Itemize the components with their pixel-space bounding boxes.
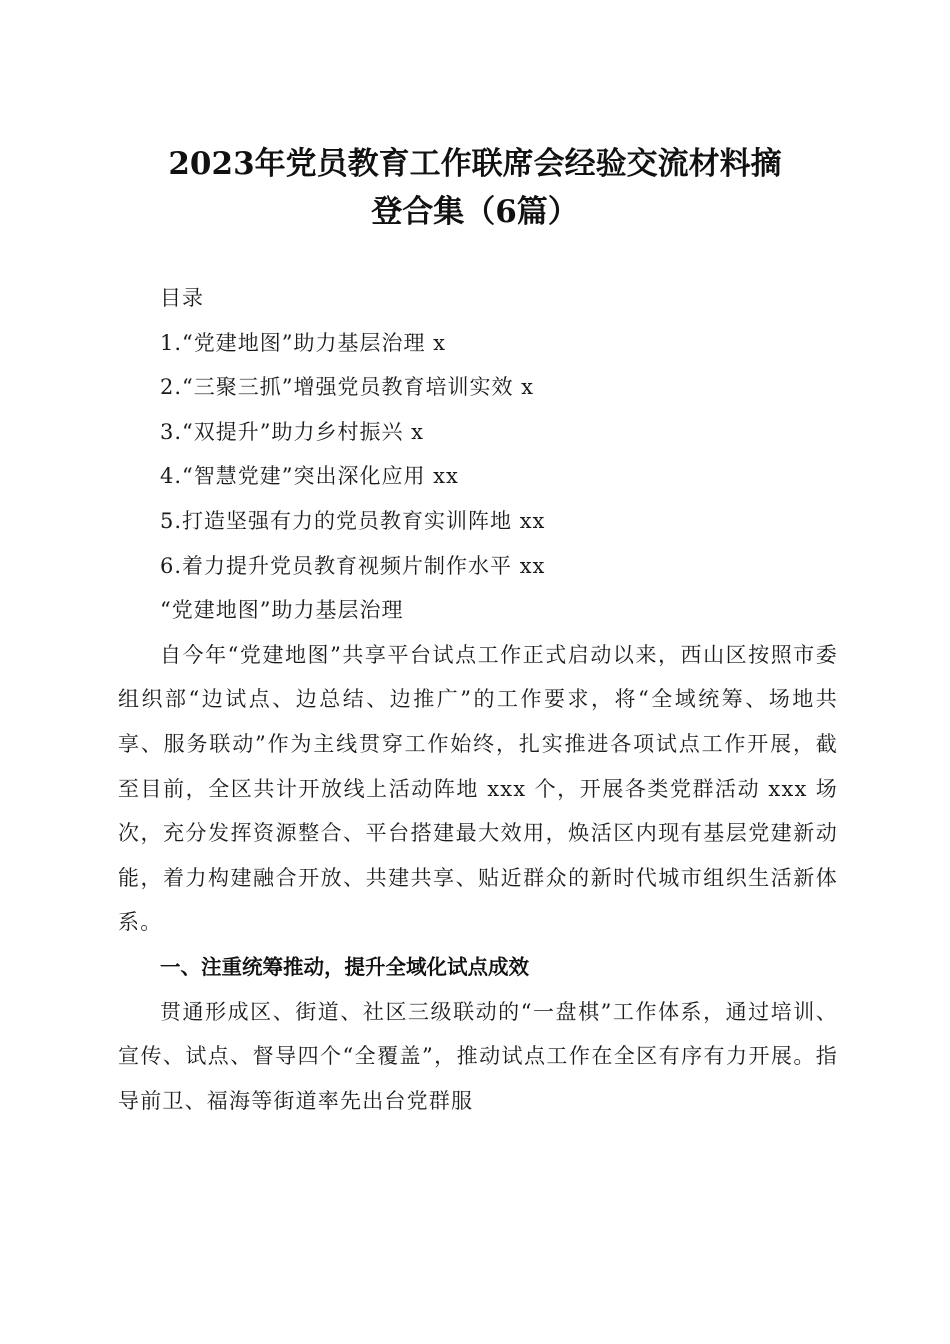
toc-item-2: 2.“三聚三抓”增强党员教育培训实效 x — [160, 375, 535, 400]
toc-item-5: 5.打造坚强有力的党员教育实训阵地 xx — [160, 508, 546, 533]
title-line-2: 登合集（6篇） — [371, 194, 579, 230]
title-line-1: 2023年党员教育工作联席会经验交流材料摘 — [168, 146, 782, 182]
section-1-paragraph: 贯通形成区、街道、社区三级联动的“一盘棋”工作体系，通过培训、宣传、试点、督导四个“全覆盖”，推动试点工作在全区有序有力开展。指导前卫、福海等街道率先出台党群服 — [118, 999, 838, 1113]
toc-item-6: 6.着力提升党员教育视频片制作水平 xx — [160, 553, 546, 578]
document-title — [80, 140, 870, 236]
article-title: “党建地图”助力基层治理 — [160, 598, 404, 623]
toc-item-3: 3.“双提升”助力乡村振兴 x — [160, 419, 425, 444]
toc-heading: 目录 — [160, 286, 204, 310]
document-body — [118, 276, 838, 1123]
section-1-heading: 一、注重统筹推动，提升全域化试点成效 — [160, 954, 529, 979]
intro-paragraph: 自今年“党建地图”共享平台试点工作正式启动以来，西山区按照市委组织部“边试点、边总结、边推广”的工作要求，将“全域统筹、场地共享、服务联动”作为主线贯穿工作始终，扎实推进各项试点工作开展，截至目前，全区共计开放线上活动阵地 xxx 个，开展各类党群活动 xxx 场次，充分发挥资源整合、平台搭建最大效用，焕活区内现有基层党建新动能，着力构建融合开放、共建共享、贴近群众的新时代城市组织生活新体系。 — [118, 642, 838, 935]
toc-item-1: 1.“党建地图”助力基层治理 x — [160, 330, 447, 355]
toc-item-4: 4.“智慧党建”突出深化应用 xx — [160, 464, 459, 489]
